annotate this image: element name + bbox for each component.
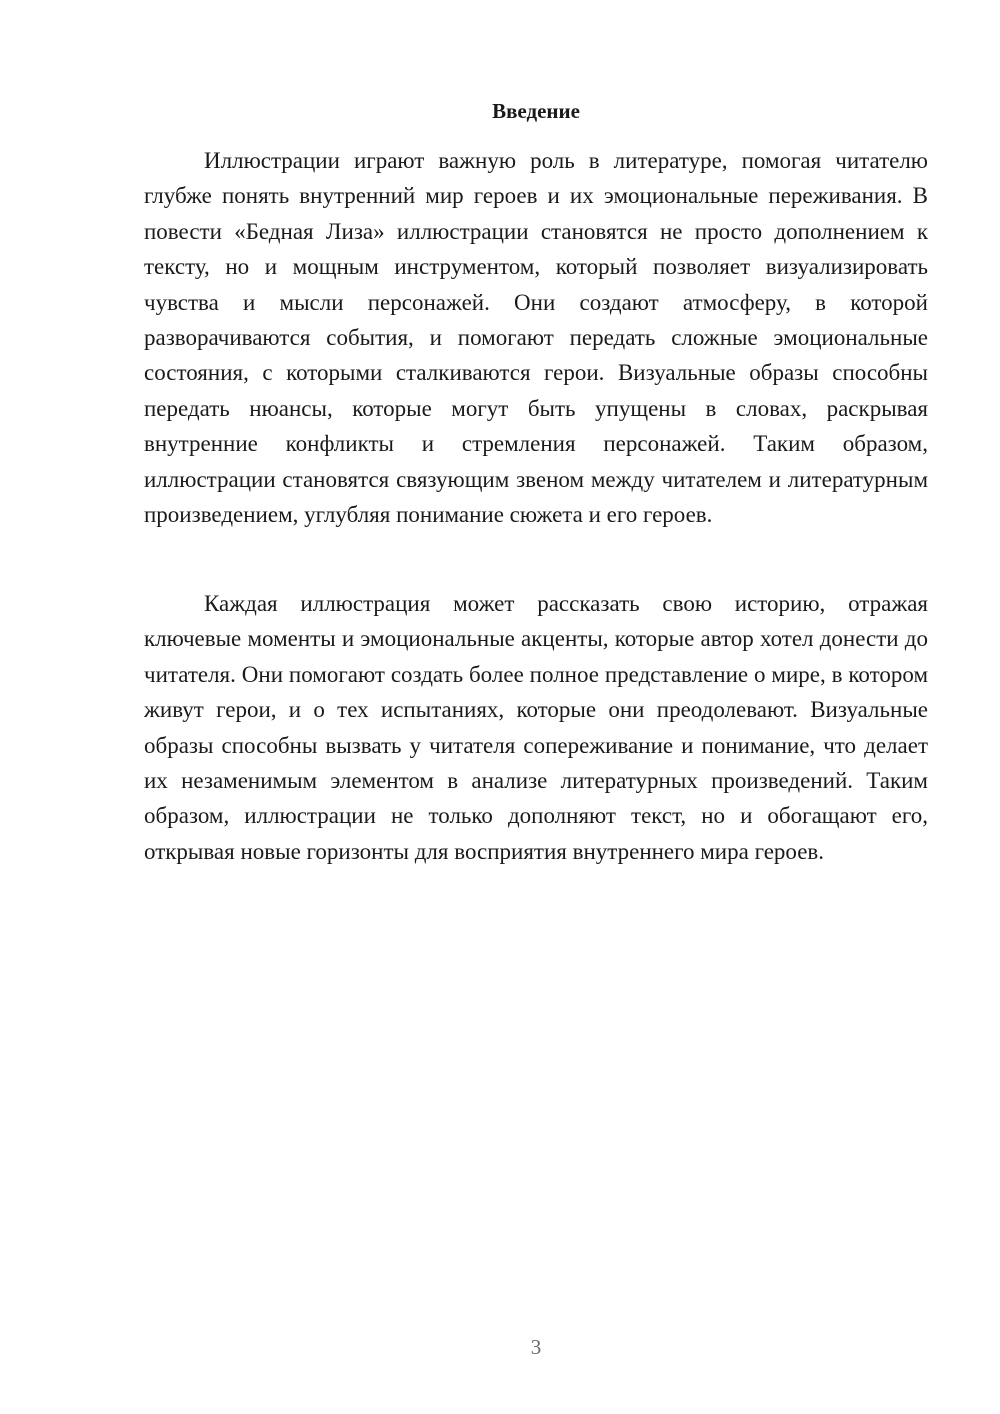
- section-title: Введение: [492, 99, 580, 123]
- paragraph-1-block: [144, 143, 928, 532]
- paragraph-1: Иллюстрации играют важную роль в литературе, помогая читателю глубже понять внутренний мир героев и их эмоциональные переживания. В повести «Бедная Лиза» иллюстрации становятся не просто дополнением к тексту, но и мощным инструментом, который позволяет визуализировать чувства и мысли персонажей. Они создают атмосферу, в которой разворачиваются события, и помогают передать сложные эмоциональные состояния, с которыми сталкиваются герои. Визуальные образы способны передать нюансы, которые могут быть упущены в словах, раскрывая внутренние конфликты и стремления персонажей. Таким образом, иллюстрации становятся связующим звеном между читателем и литературным произведением, углубляя понимание сюжета и его героев.: [144, 148, 928, 528]
- page-number: 3: [530, 1335, 542, 1359]
- paragraph-2: Каждая иллюстрация может рассказать свою историю, отражая ключевые моменты и эмоциональные акценты, которые автор хотел донести до читателя. Они помогают создать более полное представление о мире, в котором живут герои, и о тех испытаниях, которые они преодолевают. Визуальные образы способны вызвать у читателя сопереживание и понимание, что делает их незаменимым элементом в анализе литературных произведений. Таким образом, иллюстрации не только дополняют текст, но и обогащают его, открывая новые горизонты для восприятия внутреннего мира героев.: [144, 591, 928, 864]
- paragraph-2-block: [144, 586, 928, 869]
